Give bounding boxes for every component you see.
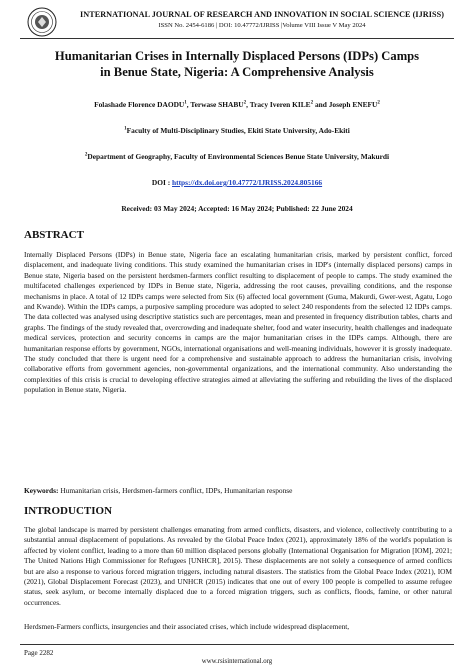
affiliation-1: [20, 126, 454, 135]
title-line-1: Humanitarian Crises in Internally Displaced Persons (IDPs) Camps: [54, 49, 420, 63]
keywords-text: Humanitarian crisis, Herdsmen-farmers conflict, IDPs, Humanitarian response: [58, 486, 293, 495]
affiliation-2: [20, 152, 454, 161]
author-affiliation-mark: 1: [184, 100, 187, 106]
introduction-heading: INTRODUCTION: [24, 505, 113, 517]
author-list: [20, 100, 454, 109]
keywords-label: Keywords:: [24, 486, 59, 495]
affiliation-text: Faculty of Multi-Disciplinary Studies, Ekiti State University, Ado-Ekiti: [126, 126, 350, 135]
page-number: Page 2282: [24, 649, 54, 657]
introduction-paragraph-2: Herdsmen-Farmers conflicts, insurgencies and their associated crises, which include widespread displacement,: [24, 622, 350, 631]
author-affiliation-mark: 2: [377, 100, 380, 106]
author-affiliation-mark: 2: [243, 100, 247, 106]
header-divider: [20, 38, 454, 39]
footer-divider: [20, 644, 454, 645]
introduction-paragraph-1: The global landscape is marred by persistent challenges emanating from armed conflicts, disasters, and violence, collectively contributing to a substantial annual displacement of populations. As revealed by the Global Peace Index (2021), approximately 18% of the world's population is affected by violent conflict, leading to a more than 60 million displaced persons globally (International Organisation for Migration [IOM], 2021; The United Nations High Commissioner for Refugees [UNHCR], 2015). These displacements are not solely a consequence of armed conflicts but are also a response to various forced migration triggers, including natural disasters. The statistics from the Global Peace Index (2021), IOM (2021), Global Displacement Forecast (2023), and UNHCR (2015) indicates that one out of every 100 people is compelled to assume refugee status, seek asylum, or become internally displaced due to a forced migration triggers, such as conflicts, floods, famine, or other natural occurrences.: [24, 525, 452, 607]
author-separator: and: [313, 100, 329, 109]
author-name: Joseph ENEFU: [328, 100, 378, 109]
author-name: Terwase SHABU: [190, 100, 244, 109]
affiliation-mark: 1: [124, 126, 127, 132]
publication-dates: Received: 03 May 2024; Accepted: 16 May 2024; Published: 22 June 2024: [121, 204, 353, 213]
author-name: Tracy Iveren KILE: [249, 100, 311, 109]
doi-line: [20, 178, 454, 187]
journal-meta: ISSN No. 2454-6186 | DOI: 10.47772/IJRISS |Volume VIII Issue V May 2024: [158, 22, 366, 29]
title-line-2: in Benue State, Nigeria: A Comprehensive Analysis: [100, 64, 374, 79]
affiliation-mark: 2: [84, 152, 88, 158]
author-separator: ,: [186, 100, 191, 109]
abstract-heading: ABSTRACT: [24, 229, 84, 241]
abstract-text: Internally Displaced Persons (IDPs) in Benue state, Nigeria face an escalating humanitarian crisis, marked by persistent conflict, forced displacement, and inadequate living conditions. This study examined the humanitarian crises in IDP's (internally displaced persons) camps in Benue state, Nigeria based on the persistent herdsmen-farmers conflict resulting to displacement of people to camps. The study examined the multifaceted challenges experienced by IDPs in Benue state, Nigeria, addressing the root causes, prevailing conditions, and the response mechanisms in place. A total of 12 IDPs camps were selected from Six (6) affected local government (Guma, Makurdi, Gwer-west, Agatu, Logo and Kwande). Within the IDPs camps, a purposive sampling procedure was adopted to select 240 respondents from the selected 12 IDPs camps. The data collected was analysed using descriptive statistics such are percentages, mean and presented in frequency distribution tables, charts and graphs. The findings of the study revealed that, overcrowding and inadequate shelter, food and water insecurity, health challenges and inadequate medical services, protection and security concerns in camps are the major humanitarian crises in the IDPs camps. Although, there are humanitarian response efforts by government, NGOs, international organisations and well-meaning individuals, however it is grossly inadequate. The study concluded that there is urgent need for a comprehensive and sustainable approach to address the humanitarian crisis, involving collaborative efforts from government agencies, non-governmental organizations, and the international community. Also understanding the complexities of this crisis is crucial to developing effective strategies aimed at alleviating the suffering and rebuilding the lives of the displaced population in Benue state, Nigeria.: [24, 250, 452, 395]
author-separator: ,: [246, 100, 250, 109]
journal-seal-icon: [27, 7, 57, 37]
doi-label: DOI :: [151, 178, 173, 187]
journal-name: INTERNATIONAL JOURNAL OF RESEARCH AND INNOVATION IN SOCIAL SCIENCE (IJRISS): [80, 10, 444, 19]
doi-link[interactable]: https://dx.doi.org/10.47772/IJRISS.2024.805166: [172, 178, 323, 187]
author-affiliation-mark: 2: [310, 100, 314, 106]
author-name: Folashade Florence DAODU: [94, 100, 185, 109]
keywords-line: [24, 486, 452, 495]
footer-website[interactable]: www.rsisinternational.org: [201, 658, 273, 665]
affiliation-text: Department of Geography, Faculty of Environmental Sciences Benue State University, Makurdi: [87, 152, 390, 161]
paper-title: [20, 49, 454, 80]
